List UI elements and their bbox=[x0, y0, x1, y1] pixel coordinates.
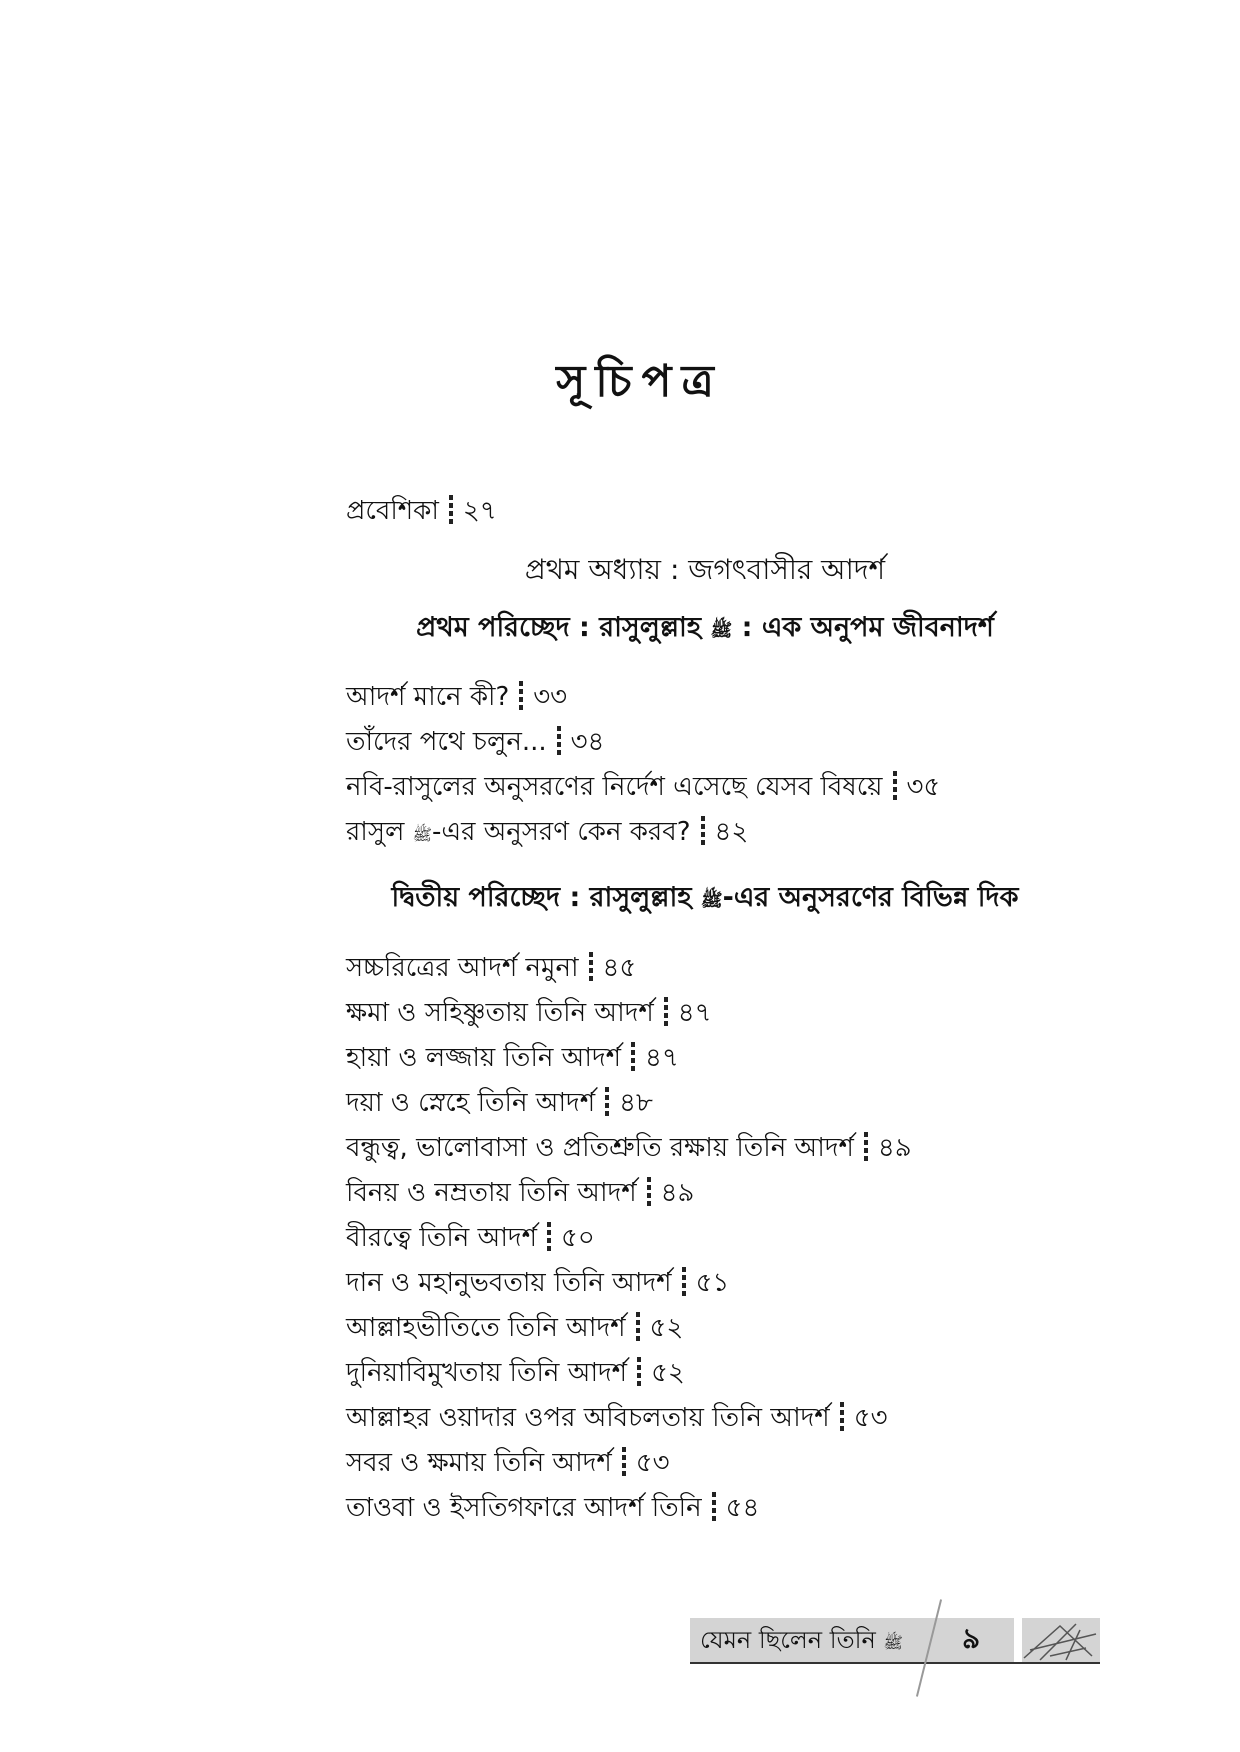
separator-mark bbox=[664, 997, 668, 1027]
separator-mark bbox=[449, 495, 453, 525]
toc-entry[interactable] bbox=[346, 1491, 759, 1525]
honorific-symbol: ﷺ bbox=[710, 620, 733, 641]
toc-entry-page: ৫০ bbox=[560, 1223, 595, 1253]
toc-entry-title: বন্ধুত্ব, ভালোবাসা ও প্রতিশ্রুতি রক্ষায় তিনি আদর্শ bbox=[346, 1133, 854, 1163]
toc-entry-page: ৪৯ bbox=[877, 1133, 912, 1163]
separator-mark bbox=[701, 816, 705, 846]
toc-entry-title: তাওবা ও ইসতিগফারে আদর্শ তিনি bbox=[346, 1493, 702, 1523]
toc-entry-title: সচ্চরিত্রের আদর্শ নমুনা bbox=[346, 953, 579, 983]
toc-entry[interactable] bbox=[346, 680, 567, 714]
separator-mark bbox=[547, 1222, 551, 1252]
toc-entry-page: ৫২ bbox=[649, 1313, 684, 1343]
chapter-heading: প্রথম অধ্যায় : জগৎবাসীর আদর্শ bbox=[524, 553, 886, 586]
toc-entry-page: ৩৫ bbox=[906, 772, 941, 802]
toc-entry[interactable] bbox=[346, 996, 712, 1030]
separator-mark bbox=[519, 681, 523, 711]
toc-entry-page: ৪৭ bbox=[677, 998, 712, 1028]
toc-entry[interactable] bbox=[346, 1401, 887, 1435]
footer-book-title bbox=[700, 1624, 903, 1659]
toc-entry-page: ২৭ bbox=[462, 496, 497, 526]
separator-mark bbox=[893, 771, 897, 801]
separator-mark bbox=[557, 726, 561, 756]
footer-page-number: ৯ bbox=[962, 1622, 981, 1655]
separator-mark bbox=[622, 1447, 626, 1477]
toc-entry[interactable] bbox=[346, 1176, 694, 1210]
toc-entry-title: তাঁদের পথে চলুন... bbox=[346, 727, 547, 757]
toc-entry-title: হায়া ও লজ্জায় তিনি আদর্শ bbox=[346, 1043, 622, 1073]
toc-entry[interactable] bbox=[346, 1086, 653, 1120]
separator-mark bbox=[647, 1177, 651, 1207]
footer-book-title-text: যেমন ছিলেন তিনি bbox=[700, 1626, 876, 1654]
separator-mark bbox=[636, 1312, 640, 1342]
section-heading-text: : এক অনুপম জীবনাদর্শ bbox=[732, 612, 994, 643]
toc-entry[interactable] bbox=[346, 770, 940, 804]
toc-entry[interactable] bbox=[346, 1041, 679, 1075]
section-heading-2 bbox=[0, 880, 1240, 919]
toc-entry-page: ৫৩ bbox=[853, 1403, 888, 1433]
honorific-symbol: ﷺ bbox=[412, 825, 432, 844]
toc-entry-title: -এর অনুসরণ কেন করব? bbox=[431, 817, 691, 847]
toc-entry[interactable] bbox=[346, 1311, 683, 1345]
toc-entry[interactable] bbox=[346, 815, 748, 852]
toc-entry-title: আদর্শ মানে কী? bbox=[346, 682, 510, 712]
toc-entry-page: ৫৩ bbox=[635, 1448, 670, 1478]
toc-entry[interactable] bbox=[346, 725, 604, 759]
toc-entry[interactable] bbox=[346, 1356, 685, 1390]
toc-entry-title: আল্লাহভীতিতে তিনি আদর্শ bbox=[346, 1313, 626, 1343]
honorific-symbol: ﷺ bbox=[883, 1633, 903, 1652]
toc-entry-title: ক্ষমা ও সহিষ্ণুতায় তিনি আদর্শ bbox=[346, 998, 654, 1028]
toc-entry[interactable] bbox=[346, 1266, 729, 1300]
separator-mark bbox=[631, 1042, 635, 1072]
separator-mark bbox=[840, 1402, 844, 1432]
ornament-icon bbox=[1020, 1620, 1100, 1662]
toc-entry-title: দুনিয়াবিমুখতায় তিনি আদর্শ bbox=[346, 1358, 628, 1388]
toc-entry-page: ৩৩ bbox=[533, 682, 568, 712]
section-heading-text: প্রথম পরিচ্ছেদ : রাসুলুল্লাহ bbox=[416, 612, 702, 643]
toc-entry-page: ৪৮ bbox=[619, 1088, 653, 1118]
separator-mark bbox=[864, 1132, 868, 1162]
toc-entry-title: দান ও মহানুভবতায় তিনি আদর্শ bbox=[346, 1268, 672, 1298]
toc-entry-intro[interactable] bbox=[346, 494, 497, 528]
toc-entry-title: নবি-রাসুলের অনুসরণের নির্দেশ এসেছে যেসব বিষয়ে bbox=[346, 772, 883, 802]
section-heading-1 bbox=[0, 610, 1240, 649]
toc-entry-title: বীরত্বে তিনি আদর্শ bbox=[346, 1223, 537, 1253]
separator-mark bbox=[712, 1492, 716, 1522]
toc-entry-title: প্রবেশিকা bbox=[346, 496, 439, 526]
separator-mark bbox=[682, 1267, 686, 1297]
toc-entry-page: ৫৪ bbox=[725, 1493, 760, 1523]
toc-entry-page: ৪৯ bbox=[660, 1178, 695, 1208]
toc-entry[interactable] bbox=[346, 951, 636, 985]
section-heading-text: দ্বিতীয় পরিচ্ছেদ : রাসুলুল্লাহ bbox=[391, 882, 692, 913]
toc-entry[interactable] bbox=[346, 1446, 670, 1480]
toc-entry-page: ৫১ bbox=[695, 1268, 730, 1298]
section-heading-text: -এর অনুসরণের বিভিন্ন দিক bbox=[722, 882, 1019, 913]
page-footer bbox=[690, 1618, 1100, 1664]
toc-entry-title: আল্লাহর ওয়াদার ওপর অবিচলতায় তিনি আদর্শ bbox=[346, 1403, 830, 1433]
toc-entry-page: ৫২ bbox=[651, 1358, 685, 1388]
honorific-symbol: ﷺ bbox=[700, 890, 723, 911]
toc-entry-title: দয়া ও স্নেহে তিনি আদর্শ bbox=[346, 1088, 596, 1118]
footer-divider bbox=[916, 1599, 942, 1697]
toc-entry-page: ৪৭ bbox=[645, 1043, 679, 1073]
separator-mark bbox=[637, 1357, 641, 1387]
toc-entry-title: সবর ও ক্ষমায় তিনি আদর্শ bbox=[346, 1448, 612, 1478]
page-title: সূচিপত্র bbox=[556, 356, 724, 407]
toc-entry-title: রাসুল bbox=[346, 817, 405, 847]
toc-entry[interactable] bbox=[346, 1221, 595, 1255]
toc-entry-page: ৪৫ bbox=[602, 953, 637, 983]
toc-entry-page: ৩৪ bbox=[570, 727, 605, 757]
toc-entry[interactable] bbox=[346, 1131, 912, 1165]
separator-mark bbox=[589, 952, 593, 982]
toc-entry-page: ৪২ bbox=[714, 817, 749, 847]
toc-entry-title: বিনয় ও নম্রতায় তিনি আদর্শ bbox=[346, 1178, 637, 1208]
separator-mark bbox=[605, 1087, 609, 1117]
